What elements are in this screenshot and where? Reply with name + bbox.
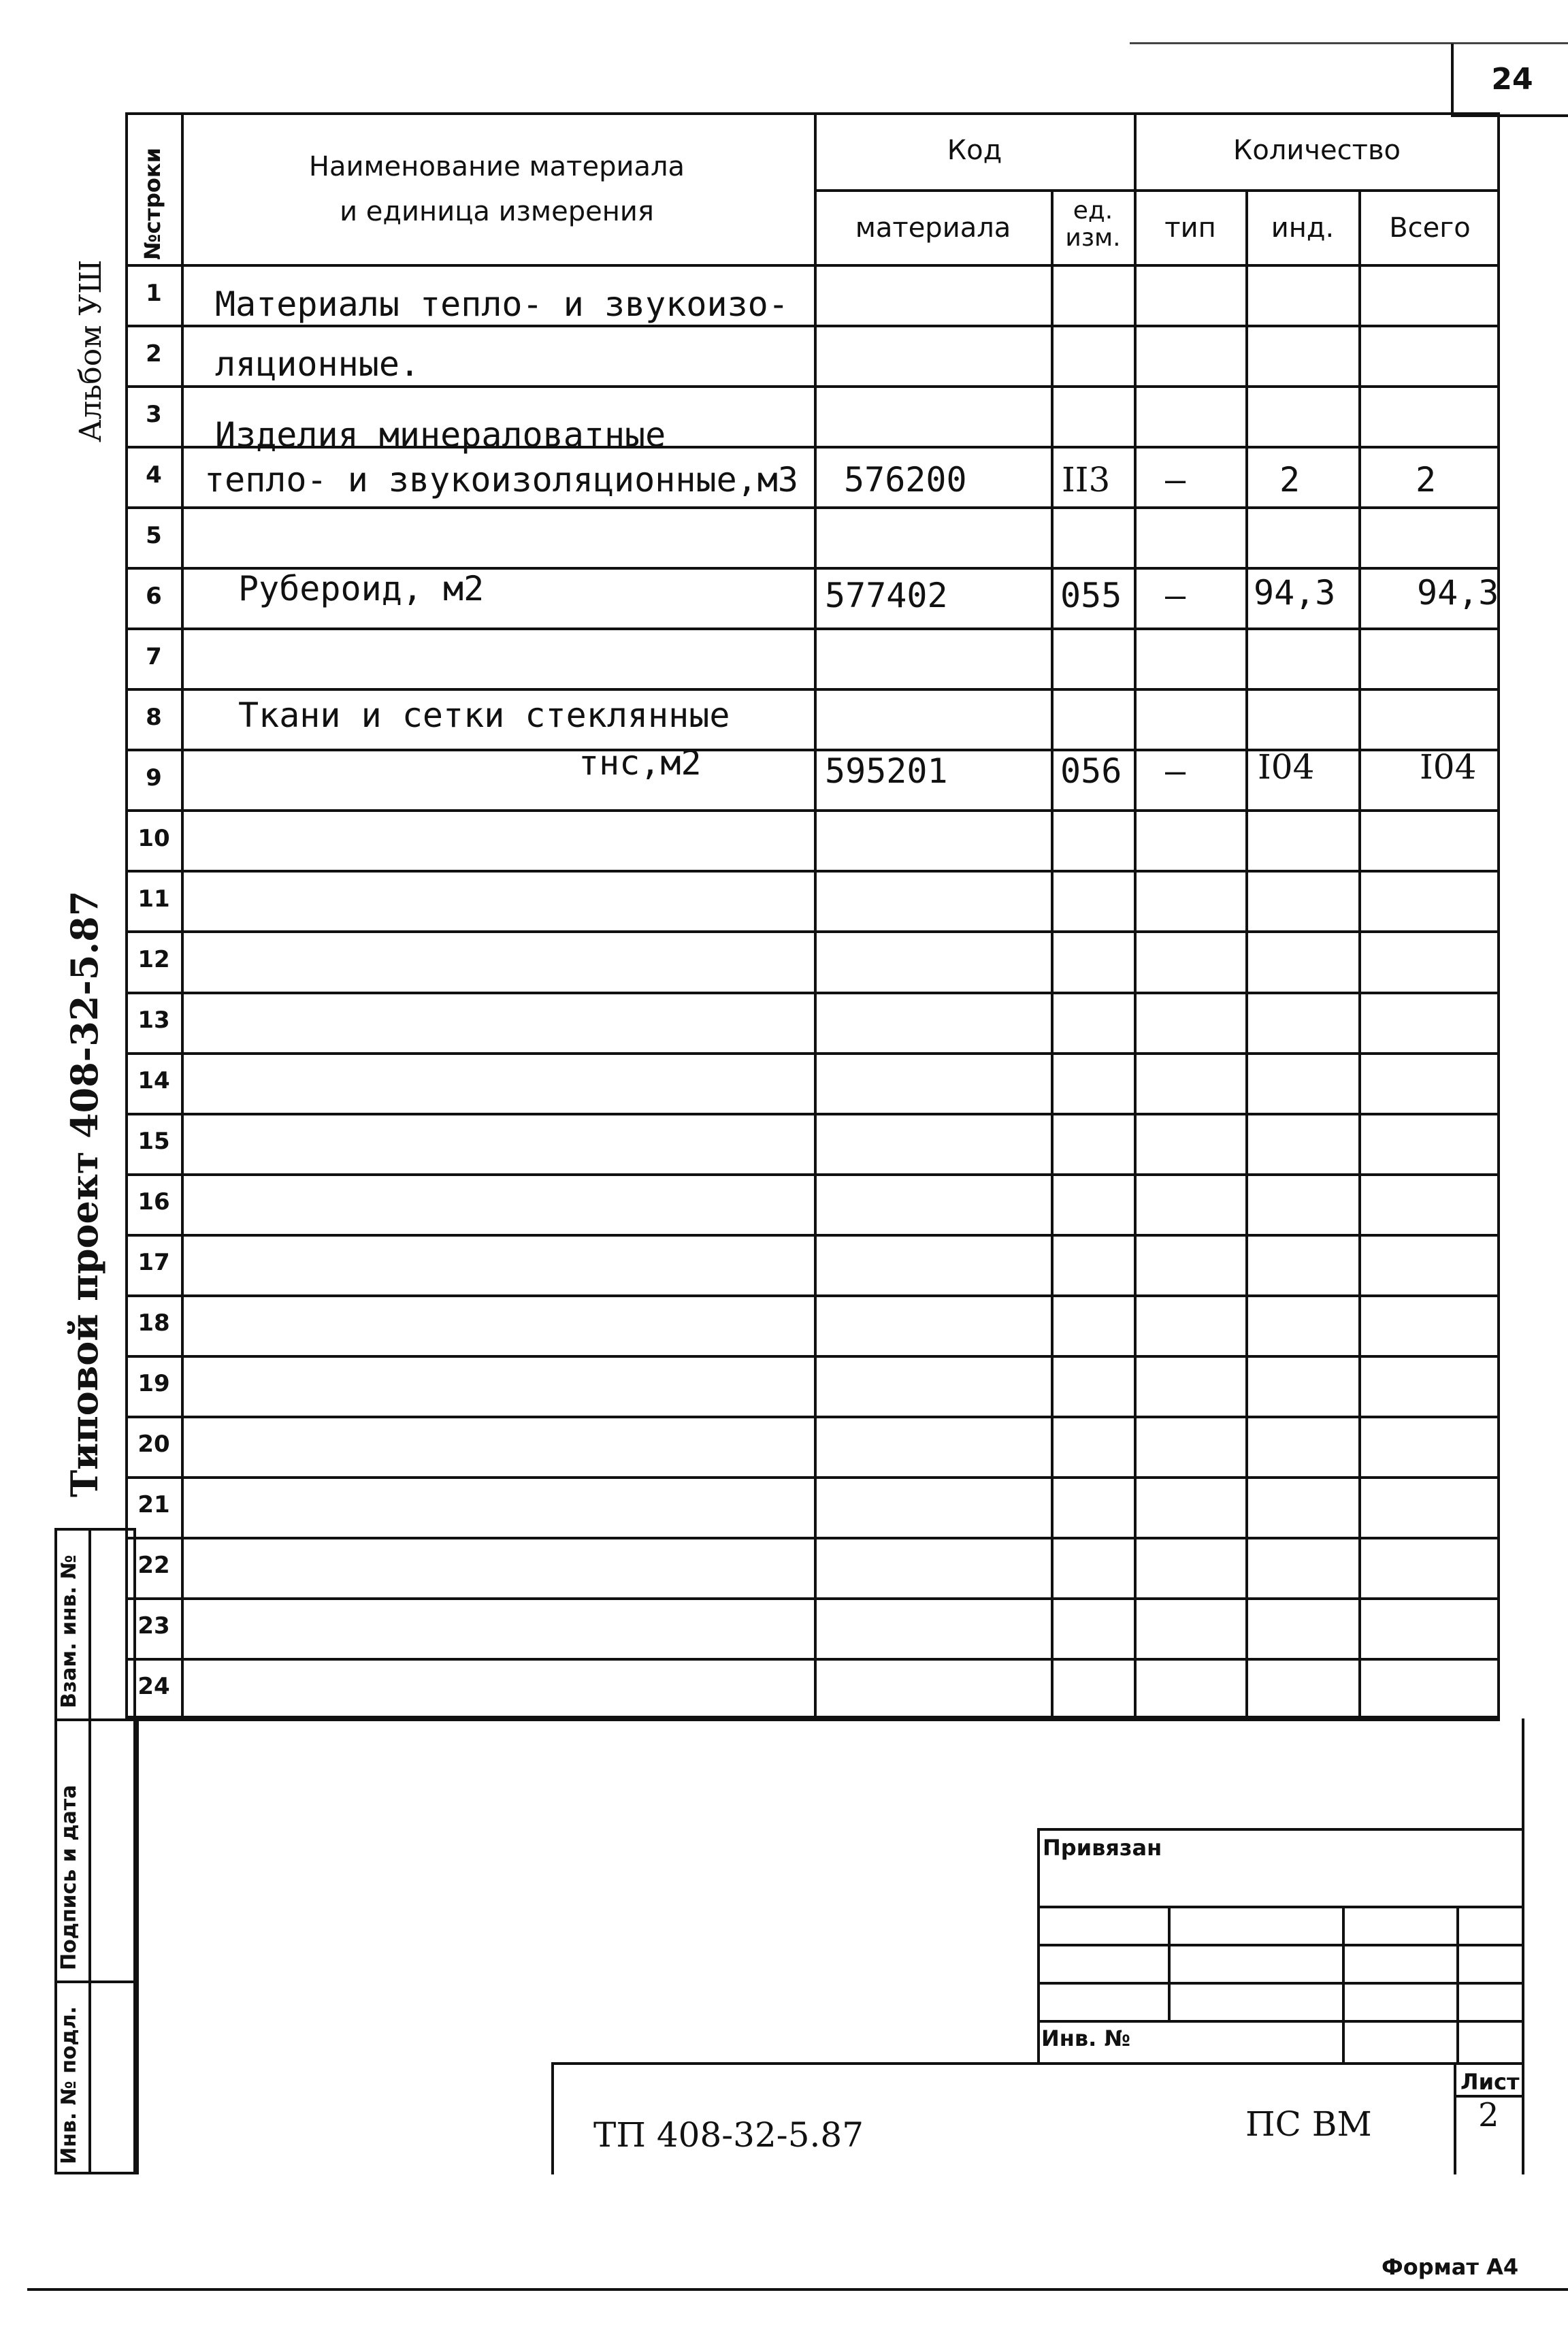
row9-name: тнс,м2 (578, 743, 702, 783)
row-number: 5 (146, 522, 162, 549)
row-number: 19 (137, 1370, 170, 1397)
row-number: 22 (137, 1552, 170, 1579)
row-line (125, 1597, 1500, 1600)
row-number: 21 (137, 1491, 170, 1518)
margin-split (88, 1528, 91, 2174)
album-label: Альбом УШ (74, 259, 108, 442)
name-header-line1: Наименование материала (308, 151, 685, 182)
privyazan-col-3 (1456, 1906, 1459, 2065)
row-line (125, 992, 1500, 994)
row-line (125, 1537, 1500, 1539)
row4-code: 576200 (844, 460, 967, 500)
row-line (125, 688, 1500, 691)
row4-total: 2 (1416, 460, 1437, 500)
margin-divider-2 (54, 1980, 136, 1983)
row4-type: – (1165, 460, 1186, 500)
row9-unit: 056 (1060, 751, 1122, 791)
privyazan-col-2 (1342, 1906, 1345, 2065)
vzam-inv-label: Взам. инв. № (57, 1554, 81, 1708)
row-number: 4 (146, 461, 162, 489)
row-number: 9 (146, 764, 162, 792)
col-line-ind (1358, 189, 1361, 1718)
col-line-code (1051, 189, 1054, 1718)
row9-code: 595201 (825, 751, 948, 791)
privyazan-label: Привязан (1043, 1835, 1162, 1861)
sheet-label: Лист (1460, 2069, 1520, 2095)
row6-code: 577402 (825, 576, 948, 615)
row-number: 15 (137, 1128, 170, 1155)
row-number: 13 (137, 1007, 170, 1034)
row-line (125, 1173, 1500, 1176)
row-number: 2 (146, 340, 162, 368)
row-number: 16 (137, 1188, 170, 1216)
row4-ind: 2 (1279, 460, 1301, 500)
row-number: 7 (146, 643, 162, 670)
row-number: 12 (137, 946, 170, 973)
row-line (125, 1658, 1500, 1661)
privyazan-line-3 (1037, 1982, 1524, 1985)
name-header-line2: и единица измерения (340, 196, 654, 227)
row-line (125, 1052, 1500, 1055)
doc-code: ТП 408-32-5.87 (593, 2115, 864, 2155)
header-mid-line (814, 189, 1500, 192)
row-number: 20 (137, 1431, 170, 1458)
row-line (125, 1476, 1500, 1479)
row-line (125, 506, 1500, 509)
row1-name: Материалы тепло- и звукоизо- (215, 284, 789, 324)
margin-divider-1 (54, 1718, 136, 1721)
row3-name: Изделия минераловатные (215, 415, 666, 455)
row-line (125, 1234, 1500, 1237)
privyazan-line-4 (1037, 2020, 1524, 2023)
privyazan-col-1 (1168, 1906, 1171, 2020)
row-number: 18 (137, 1309, 170, 1337)
row6-type: – (1165, 576, 1186, 615)
row9-total: I04 (1420, 747, 1477, 787)
row-line (125, 1113, 1500, 1115)
row-number: 3 (146, 401, 162, 428)
row-line (125, 930, 1500, 933)
inv-no-label: Инв. № (1041, 2025, 1130, 2051)
row2-name: ляционные. (215, 344, 421, 384)
sheet-value: 2 (1478, 2096, 1499, 2134)
code-material-header: материала (855, 212, 1011, 244)
col-line-type (1245, 189, 1248, 1718)
row-number: 6 (146, 583, 162, 610)
row9-ind: I04 (1258, 747, 1315, 787)
row-number: 1 (146, 280, 162, 307)
row-number: 23 (137, 1612, 170, 1640)
row-number: 11 (137, 885, 170, 913)
qty-total-header: Всего (1389, 212, 1471, 244)
row6-total: 94,3 (1417, 573, 1499, 613)
code-unit-header: ед. изм. (1065, 197, 1121, 252)
row8-name: Ткани и сетки стеклянные (238, 696, 730, 735)
row9-type: – (1165, 751, 1186, 791)
header-bottom-line (125, 264, 1500, 267)
project-label: Типовой проект 408-32-5.87 (63, 890, 106, 1497)
row-line (125, 1294, 1500, 1297)
row-number: 10 (137, 825, 170, 852)
code-group-header: Код (947, 135, 1002, 166)
row-line (125, 870, 1500, 873)
row-line (125, 1355, 1500, 1358)
row-line (125, 809, 1500, 812)
row6-ind: 94,3 (1254, 573, 1336, 613)
row-number-header: №строки (140, 147, 165, 260)
row4-name: тепло- и звукоизоляционные,м3 (204, 460, 798, 500)
row-line (125, 385, 1500, 388)
row-line (125, 627, 1500, 630)
privyazan-line-1 (1037, 1906, 1524, 1908)
row4-unit: II3 (1062, 460, 1111, 500)
row-line (125, 1416, 1500, 1418)
row6-name: Рубероид, м2 (238, 569, 485, 608)
sheet-cell-divider (1454, 2062, 1456, 2174)
row-number: 17 (137, 1249, 170, 1276)
row6-unit: 055 (1060, 576, 1122, 615)
format-label: Формат А4 (1382, 2254, 1519, 2280)
privyazan-line-2 (1037, 1944, 1524, 1946)
page-number: 24 (1451, 44, 1568, 117)
inv-podl-label: Инв. № подл. (57, 2006, 81, 2164)
row-line (125, 325, 1500, 327)
bottom-rule (27, 2288, 1568, 2291)
qty-group-header: Количество (1232, 135, 1401, 166)
row-number: 8 (146, 704, 162, 731)
podpis-data-label: Подпись и дата (57, 1784, 81, 1970)
doc-mark: ПС ВМ (1245, 2104, 1372, 2144)
row-number: 14 (137, 1067, 170, 1094)
qty-ind-header: инд. (1271, 212, 1335, 244)
qty-type-header: тип (1164, 212, 1216, 244)
row-number: 24 (137, 1673, 170, 1700)
